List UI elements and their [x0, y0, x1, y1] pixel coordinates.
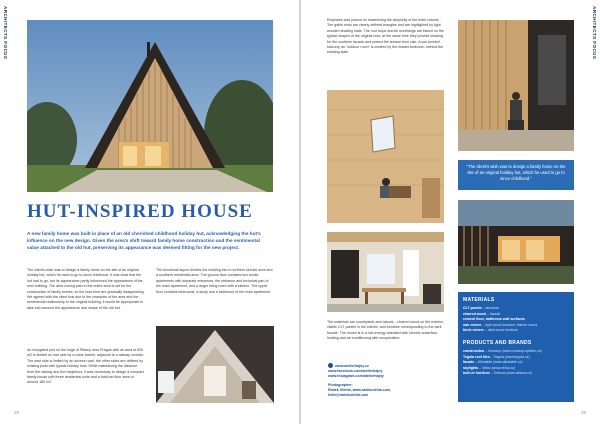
skylight-interior-photo: [327, 90, 444, 223]
brand-item: skylights – Velux (www.velux.cz): [463, 365, 515, 370]
left-page: [0, 0, 299, 424]
materials-sidebar: [458, 292, 574, 402]
brands-title: PRODUCTS AND BRANDS: [463, 339, 532, 346]
material-item: oak veneer – light wood furniture, interior doors: [463, 322, 538, 327]
pull-quote: "The client's wish was to design a family home on the site of an original holiday hut, which he used to go to since childhood.": [458, 160, 574, 190]
lead-paragraph: A new family home was built in place of an old cherished childhood holiday hut, acknowledging the hut's influence on the new design. Given the area's shift toward family home construction and the sentimental value attached to the old hut, preserving its appearance was deemed fitting for the new project.: [27, 231, 261, 250]
page-number-left: 38: [14, 410, 20, 415]
section-label-right: ARCHITECTS FOCUS: [592, 6, 597, 60]
brand-item: construction – Novatop (www.novatop-system.cz): [463, 348, 542, 353]
material-item: birch veneer – dark wood furniture: [463, 328, 518, 333]
body-col1-p2: An elongated plot on the edge of Rišany near Prague with an area of 820 m2 is limited on one side by a noise barrier, adjacent to a railway corridor. The east side is limited by an access road, the other sides are defined by existing plots with typical holiday huts. While maintaining the distance from the railway and the neighbors, it was necessary to design a compact family house with three residential units and a total net floor area of around 180 m2.: [27, 348, 144, 385]
body-col2-p1: The functional layout divides the building into a northern service area and a southern residential area. The ground floor contains two studio apartments with separate entrances, the entrance and technical part of the main apartment, and a larger living room with a kitchen. The upper floor contains bedrooms, a study and a bathroom of the main apartment.: [156, 268, 273, 294]
photographer-email[interactable]: hello@radekulehla.com: [328, 393, 369, 398]
body-right-col1-p1: Emphasis was placed on maximizing the simplicity of the main volume. The gable ends are clearly defined triangles and are highlighted by light wooden shading slats. The roof slope and its overhangs are based on the typical shapes of the original huts; at the same time they provide shading for the southern facade and protect the terrace from rain. A sun-leveled balcony, as "outdoor room" is created by the master bedroom, behind the shading slats.: [327, 18, 444, 55]
material-item: CLT panels – structure: [463, 306, 500, 310]
brand-item: facade – Allodable (www.allodable.cz): [463, 360, 523, 365]
house-exterior-photo: [27, 20, 273, 192]
instagram-link[interactable]: www.instagram.com/atelierhajny: [328, 374, 384, 379]
website-links: [328, 363, 448, 398]
material-item: charred wood – facade: [463, 311, 501, 316]
photographer-label: Photographer:: [328, 382, 353, 387]
dark-facade-person-photo: [458, 20, 574, 151]
section-label-left: ARCHITECTS FOCUS: [3, 6, 8, 60]
website-link[interactable]: www.atelierhajny.cz: [328, 363, 448, 369]
globe-icon: [328, 363, 333, 368]
attic-interior-photo: [156, 326, 274, 403]
body-right-col1-p2: The materials are countryside and natural – charred wood on the exterior, visible CLT panels in the interior, and furniture corresponding to the dark facade. The house is in a low-energy standard with electric underfloor heating and air conditioning with recuperation.: [327, 320, 444, 341]
dusk-exterior-photo: [458, 200, 574, 284]
facebook-link[interactable]: www.facebook.com/atelierhajny: [328, 369, 383, 374]
article-title: HUT-INSPIRED HOUSE: [27, 201, 253, 222]
brand-item: built-in furniture – Dekora (www.dekora.cz): [463, 371, 533, 376]
right-page: [301, 0, 600, 424]
materials-title: MATERIALS: [463, 297, 495, 303]
kitchen-interior-photo: [327, 232, 444, 312]
material-item: cement floor, bathroom wall surfaces: [463, 317, 525, 322]
brand-item: Tegola roof tiles – Tegola (www.tegola.cz): [463, 354, 530, 359]
body-col1-p1: The client's wish was to design a family home on the site of an original holiday hut, which he used to go to since childhood. It was clear that the hut had to go, but its appearance partly influenced the appearance of the new building. The area zoning plan in the entire area is set for the construction of family homes, so the huts here are gradually disappearing. We agreed with the client that due to the character of the area and the sentimental relationship to the original building, it would be appropriate to take into account the appearance and shape of the old hut.: [27, 268, 145, 310]
page-number-right: 39: [580, 410, 586, 415]
photographer-name: Radek Úlehla, www.radekulehla.com,: [328, 387, 392, 392]
